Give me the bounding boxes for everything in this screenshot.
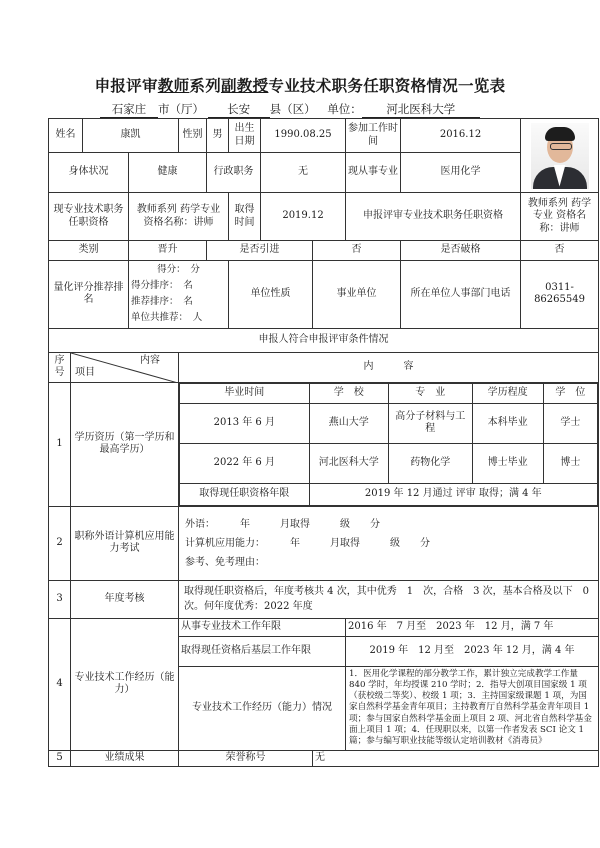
content-item-header: 内容 项目 bbox=[71, 352, 179, 382]
unit-nature-value: 事业单位 bbox=[313, 261, 401, 329]
edu-2-date: 2022 年 6 月 bbox=[180, 443, 310, 483]
row-2-no: 2 bbox=[49, 506, 71, 580]
birth-label: 出生日期 bbox=[229, 119, 261, 153]
city-value: 石家庄 bbox=[100, 101, 158, 118]
apply-qual-value: 教师系列 药学专业 资格名称：讲师 bbox=[521, 193, 599, 241]
admin-post-value: 无 bbox=[261, 153, 346, 193]
photo-cell bbox=[521, 119, 599, 193]
grassroots-value: 2019 年 12 月至 2023 年 12 月，满 4 年 bbox=[346, 636, 599, 666]
obtain-date-label: 取得时间 bbox=[229, 193, 261, 241]
admin-post-label: 行政职务 bbox=[207, 153, 261, 193]
category-label: 类别 bbox=[49, 241, 129, 261]
apply-qual-label: 申报评审专业技术职务任职资格 bbox=[346, 193, 521, 241]
computer-skill: 计算机应用能力： 年 月取得 级 分 bbox=[185, 537, 430, 549]
sex-value: 男 bbox=[207, 119, 229, 153]
qual-years-value: 2019 年 12 月通过 评审 取得；满 4 年 bbox=[309, 483, 597, 505]
row-2-label: 职称外语计算机应用能力考试 bbox=[71, 506, 179, 580]
category-value: 晋升 bbox=[129, 241, 207, 261]
edu-1-major: 高分子材料与工程 bbox=[389, 403, 473, 443]
seq-header: 序号 bbox=[49, 352, 71, 382]
edu-1-level: 本科毕业 bbox=[472, 403, 543, 443]
major-value: 医用化学 bbox=[401, 153, 521, 193]
qualification-table bbox=[48, 118, 599, 767]
hr-phone-value: 0311-86265549 bbox=[521, 261, 599, 329]
edu-2-level: 博士毕业 bbox=[472, 443, 543, 483]
experience-text: 1．医用化学课程的部分教学工作，累计独立完成教学工作量 840 学时，年均授课 210 学时；2．指导大创项目国家级 1 项（获校级二等奖）、校级 1 项；3．主持国家级课题 1 项，为国家自然科学基金青年项目；主持教育厅自然科学基金青年项目 1 项；参与国家自然科学基金面上项目 2 项、河北省自然科学基金面上项目 1 项；4．任现职以来，以第一作者发表 SCI 论文 1 篇；参与编写职业技能等级认定培训教材《消毒员》 bbox=[346, 666, 599, 750]
applicant-photo bbox=[531, 123, 589, 189]
education-block bbox=[179, 382, 599, 506]
edu-2-major: 药物化学 bbox=[389, 443, 473, 483]
row-3-label: 年度考核 bbox=[71, 580, 179, 618]
score-value: 得分： 分 bbox=[157, 264, 200, 275]
current-qual-value: 教师系列 药学专业 资格名称：讲师 bbox=[129, 193, 229, 241]
edu-1-date: 2013 年 6 月 bbox=[180, 403, 310, 443]
work-years-value: 2016 年 7 月至 2023 年 12 月，满 7 年 bbox=[346, 618, 599, 636]
introduced-value: 否 bbox=[313, 241, 401, 261]
row-4-no: 4 bbox=[49, 618, 71, 750]
sex-label: 性别 bbox=[179, 119, 207, 153]
hr-phone-label: 所在单位人事部门电话 bbox=[401, 261, 521, 329]
name-value: 康凯 bbox=[83, 119, 179, 153]
unit-value: 河北医科大学 bbox=[362, 101, 480, 118]
experience-label: 专业技术工作经历（能力）情况 bbox=[179, 666, 346, 750]
score-rank: 得分排序： 名 bbox=[131, 280, 193, 292]
edu-2-school: 河北医科大学 bbox=[309, 443, 388, 483]
row-3-no: 3 bbox=[49, 580, 71, 618]
row-1-no: 1 bbox=[49, 382, 71, 506]
annual-review-text: 取得现任职资格后，年度考核共 4 次，其中优秀 1 次，合格 3 次，基本合格及以下 0 次。何年度优秀：2022 年度 bbox=[179, 580, 599, 618]
row-4-label: 专业技术工作经历（能力） bbox=[71, 618, 179, 750]
recommend-rank: 推荐排序： 名 bbox=[131, 296, 193, 308]
honor-value: 无 bbox=[313, 750, 599, 766]
work-start-label: 参加工作时间 bbox=[346, 119, 401, 153]
health-value: 健康 bbox=[129, 153, 207, 193]
exempt-reason: 参考、免考理由： bbox=[185, 556, 265, 568]
exceptional-label: 是否破格 bbox=[401, 241, 521, 261]
row-5-no: 5 bbox=[49, 750, 71, 766]
col-degree-level: 学历程度 bbox=[472, 383, 543, 403]
ranking-label: 量化评分推荐排名 bbox=[49, 261, 129, 329]
edu-1-school: 燕山大学 bbox=[309, 403, 388, 443]
edu-1-degree: 学士 bbox=[543, 403, 597, 443]
row-5-label: 业绩成果 bbox=[71, 750, 179, 766]
honor-label: 荣誉称号 bbox=[179, 750, 313, 766]
content-header: 内 容 bbox=[179, 352, 599, 382]
work-years-label: 从事专业技术工作年限 bbox=[179, 618, 346, 636]
section-heading: 申报人符合申报评审条件情况 bbox=[49, 328, 599, 352]
col-major: 专 业 bbox=[389, 383, 473, 403]
name-label: 姓名 bbox=[49, 119, 83, 153]
work-start-value: 2016.12 bbox=[401, 119, 521, 153]
birth-value: 1990.08.25 bbox=[261, 119, 346, 153]
col-school: 学 校 bbox=[309, 383, 388, 403]
major-label: 现从事专业 bbox=[346, 153, 401, 193]
row-1-label: 学历资历（第一学历和最高学历） bbox=[71, 382, 179, 506]
unit-total: 单位共推荐： 人 bbox=[131, 312, 203, 324]
edu-2-degree: 博士 bbox=[543, 443, 597, 483]
county-value: 长安 bbox=[208, 101, 270, 118]
col-grad-date: 毕业时间 bbox=[180, 383, 310, 403]
qual-years-label: 取得现任职资格年限 bbox=[180, 483, 310, 505]
exceptional-value: 否 bbox=[521, 241, 599, 261]
region-line: 石家庄 市（厅） 长安 县（区） 单位： 河北医科大学 bbox=[100, 101, 480, 118]
introduced-label: 是否引进 bbox=[207, 241, 313, 261]
unit-nature-label: 单位性质 bbox=[229, 261, 313, 329]
grassroots-label: 取得现任资格后基层工作年限 bbox=[179, 636, 346, 666]
page-title: 申报评审教师系列副教授专业技术职务任职资格情况一览表 bbox=[94, 77, 506, 95]
obtain-date-value: 2019.12 bbox=[261, 193, 346, 241]
foreign-language: 外语： 年 月取得 级 分 bbox=[185, 518, 380, 530]
col-degree: 学 位 bbox=[543, 383, 597, 403]
health-label: 身体状况 bbox=[49, 153, 129, 193]
current-qual-label: 现专业技术职务任职资格 bbox=[49, 193, 129, 241]
